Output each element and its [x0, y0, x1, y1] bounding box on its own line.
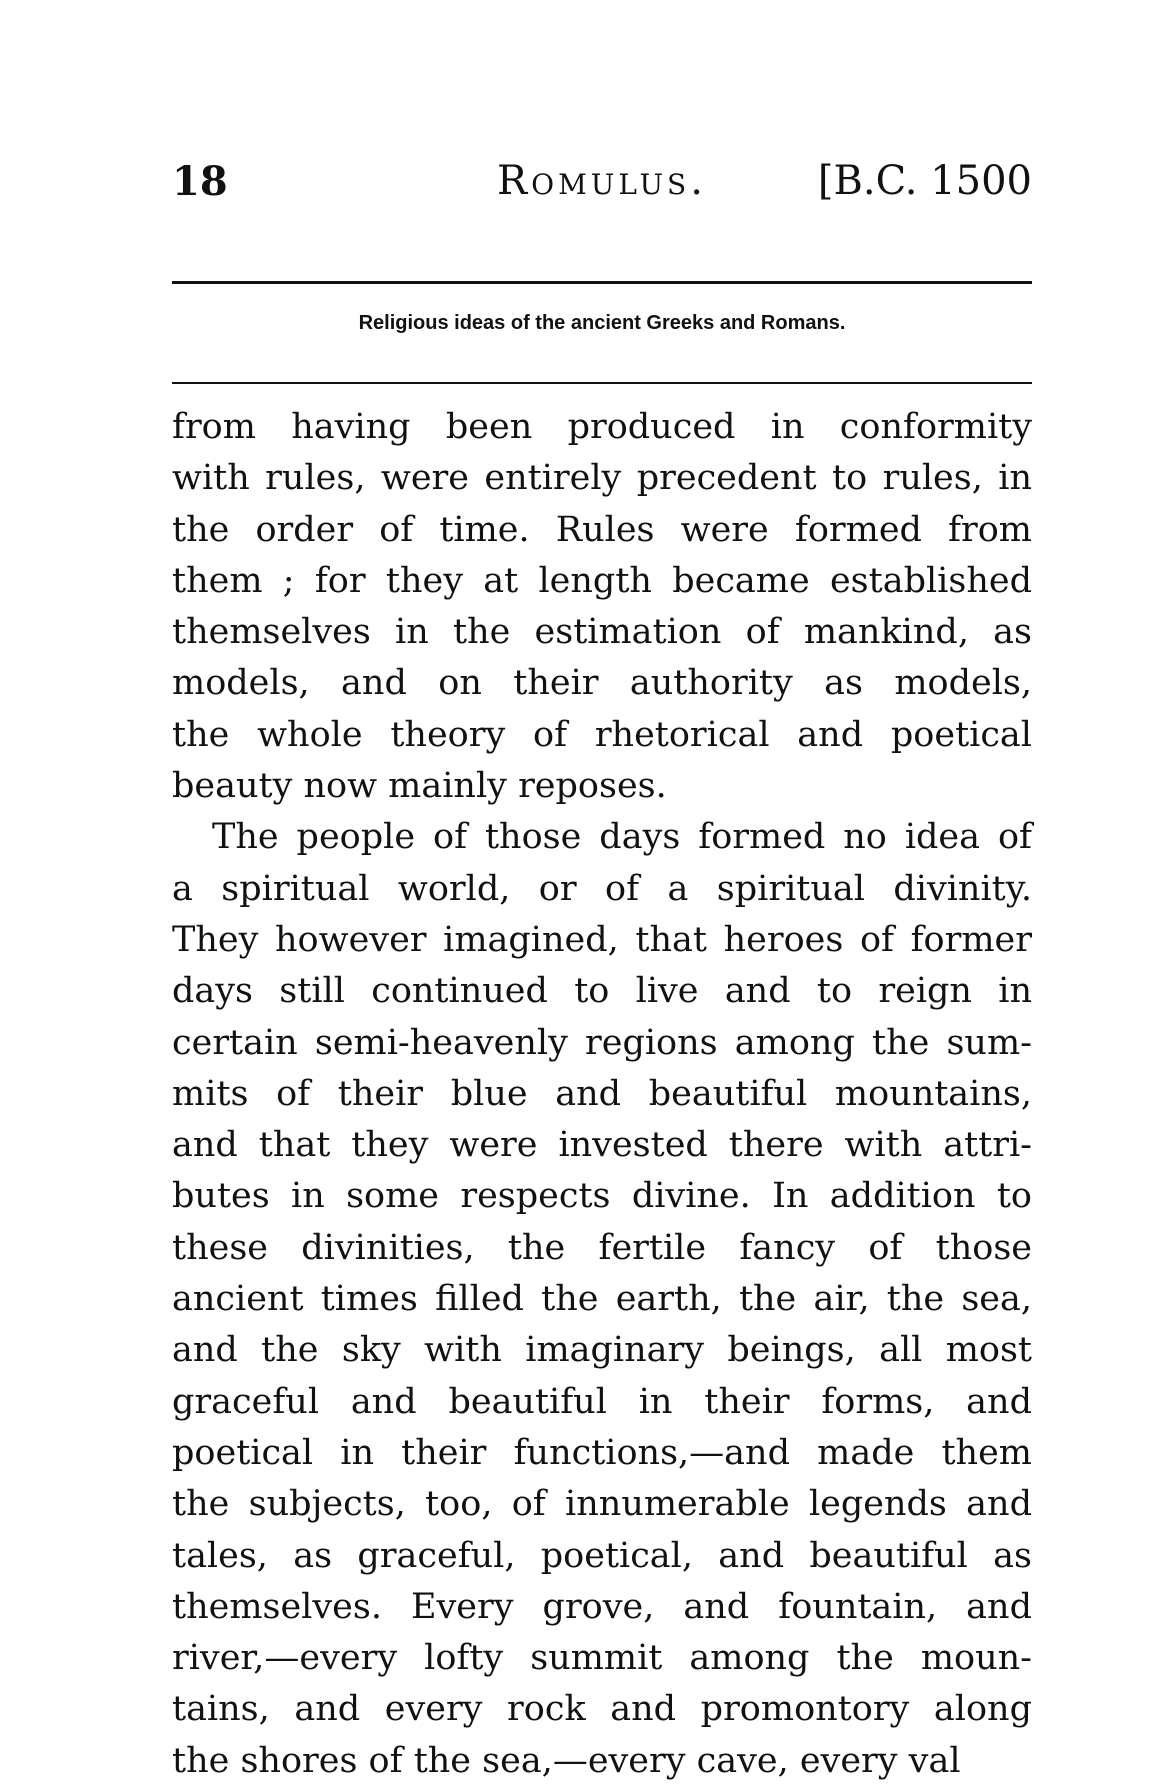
text-line: them ; for they at length became established	[172, 560, 1032, 601]
page-number: 18	[172, 158, 228, 205]
text-line: river,—every lofty summit among the moun-	[172, 1638, 1032, 1679]
text-line: and that they were invested there with attri-	[172, 1125, 1032, 1166]
text-line: the shores of the sea,—every cave, every val	[172, 1740, 961, 1781]
header-rule-top	[172, 281, 1032, 284]
section-subtitle: Religious ideas of the ancient Greeks and Romans.	[358, 312, 846, 334]
text-line: mits of their blue and beautiful mountains,	[172, 1073, 1032, 1114]
text-line: days still continued to live and to reign in	[172, 971, 1032, 1012]
running-title: Romulus.	[497, 158, 707, 204]
text-line: tales, as graceful, poetical, and beautiful as	[172, 1535, 1032, 1576]
text-line: from having been produced in conformity	[172, 407, 1032, 447]
running-header	[172, 158, 1032, 228]
text-line: certain semi-heavenly regions among the sum-	[172, 1022, 1032, 1063]
text-line: with rules, were entirely precedent to rules, in	[172, 458, 1032, 499]
text-line: models, and on their authority as models,	[172, 663, 1032, 704]
body-text	[172, 402, 1032, 1787]
text-line: graceful and beautiful in their forms, and	[172, 1381, 1032, 1422]
text-line: the subjects, too, of innumerable legends and	[172, 1484, 1032, 1525]
text-line: themselves. Every grove, and fountain, and	[172, 1586, 1032, 1627]
text-line: butes in some respects divine. In addition to	[172, 1176, 1032, 1217]
text-line: themselves in the estimation of mankind, as	[172, 612, 1032, 653]
text-line: these divinities, the fertile fancy of those	[172, 1227, 1032, 1268]
text-line: They however imagined, that heroes of former	[172, 919, 1032, 960]
text-line: and the sky with imaginary beings, all most	[172, 1330, 1032, 1371]
text-line: a spiritual world, or of a spiritual divinity.	[172, 868, 1032, 909]
text-line: The people of those days formed no idea of	[212, 817, 1032, 858]
text-line: poetical in their functions,—and made them	[172, 1432, 1032, 1473]
date-range: [B.C. 1500	[817, 158, 1032, 204]
text-line: the whole theory of rhetorical and poetical	[172, 714, 1032, 755]
text-line: tains, and every rock and promontory along	[172, 1689, 1032, 1730]
text-line: ancient times filled the earth, the air, the sea,	[172, 1279, 1032, 1320]
text-line: the order of time. Rules were formed from	[172, 509, 1032, 550]
text-line: beauty now mainly reposes.	[172, 766, 667, 807]
header-rule-bottom	[172, 382, 1032, 384]
